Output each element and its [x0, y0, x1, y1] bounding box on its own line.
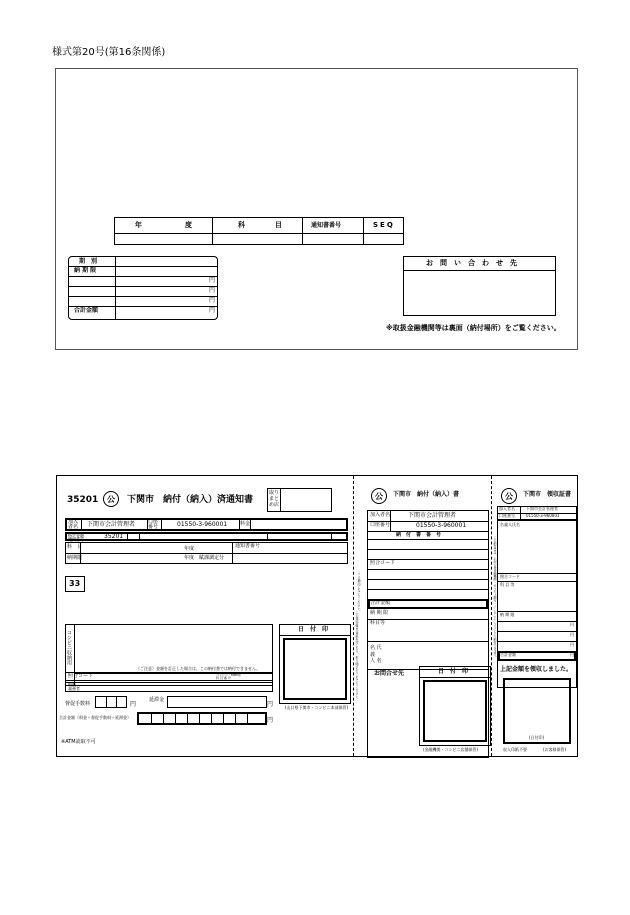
payment-slip — [56, 475, 578, 757]
header-nendo-2: 度 — [185, 221, 192, 229]
institution-code: 35201 — [104, 533, 124, 540]
public-mark-icon-3: 公 — [501, 488, 517, 504]
r-name-label: 名 氏 義 人 名 — [370, 645, 382, 664]
date-stamp-3-label: (日付印) — [529, 735, 545, 740]
yen-4: 円 — [209, 307, 216, 314]
total-yen: 円 — [267, 717, 274, 724]
ref-code-row — [65, 672, 273, 681]
date-stamp-1-note: (山口県下関市・コンビニ本部保管) — [285, 705, 349, 710]
vertical-note-2: この領収証書の用紙を汚したり、折り曲げたりしないでください。 — [355, 611, 359, 701]
r2-account: 01550-3-960001 — [526, 513, 560, 518]
total-label: 合計金額 — [74, 307, 99, 314]
conv-small: コンビニ・MPN用 科 目 番 号 — [216, 673, 241, 680]
r2-note-2: (お客様保管) — [543, 747, 567, 752]
convenience-label: コンビニ収納用 — [66, 630, 72, 665]
form-title: 様式第20号(第16条関係) — [52, 47, 166, 58]
vertical-note-3: この納付書は、上記の各金融機関・ゆうちょ銀行・コンビニエンスストアで納付できます。 — [493, 536, 497, 659]
cut-label: 取り まと め店 — [269, 490, 280, 508]
ref-code-label: 照合コード — [68, 673, 94, 679]
r-subscriber: 下関市会計管理者 — [408, 512, 457, 519]
fee-label: 料金 — [240, 521, 251, 527]
cut-box — [267, 488, 332, 512]
header-seq: SEQ — [373, 221, 395, 229]
contact-label: お 問 い 合 わ せ 先 — [426, 259, 517, 267]
envelope-window — [55, 68, 578, 350]
header-kamoku-2: 目 — [275, 221, 282, 229]
atm-note: ※ATM読取不可 — [61, 739, 96, 745]
r2-kamoku-label: 科 目 等 — [500, 582, 515, 587]
kamoku-label: 科 目 — [67, 544, 83, 550]
period-label: 期 別 — [79, 258, 98, 265]
envelope-note: ※取扱金融機関等は裏面（納付場所）をご覧ください。 — [386, 324, 561, 332]
subscriber-name: 下関市会計管理者 — [87, 521, 136, 528]
header-kamoku-1: 科 — [238, 221, 245, 229]
slip-code: 35201 — [67, 495, 99, 505]
nendo-kazei: 年度 賦課調定分 — [184, 555, 225, 561]
caution-text: （ご注意）金額を訂正した場合は、この納付書では納付できません。 — [136, 666, 261, 671]
r-account-label: 口座番号 — [370, 522, 391, 528]
institution-label: 指定金融 機関番号 — [68, 533, 84, 542]
receipt-title: 下関市 納付（納入）書 — [393, 491, 460, 498]
r2-deadline-label: 納 期 限 — [500, 612, 515, 617]
slip-title: 下関市 納付（納入）済通知書 — [127, 495, 254, 505]
yen-1: 円 — [209, 277, 216, 284]
date-stamp-2-label: 日 付 印 — [438, 668, 469, 675]
r2-total-yen: 円 — [570, 652, 574, 657]
delay-label: 延滞金 — [149, 697, 165, 703]
yen-2: 円 — [209, 287, 216, 294]
r2-yen-1: 円 — [570, 622, 574, 627]
r2-yen-2: 円 — [570, 632, 574, 637]
amount-table — [68, 256, 218, 320]
yen-3: 円 — [209, 297, 216, 304]
r-ref-label: 照合コード — [370, 560, 396, 566]
r-kamoku-label: 科目等 — [370, 620, 386, 626]
r-contact-label: お問合せ先 — [374, 670, 405, 677]
r2-subscriber: 下関市会計管理者 — [526, 506, 558, 511]
date-stamp-2 — [419, 666, 491, 746]
slip-total-label: 合計金額（料金＋督促手数料＋延滞金） — [59, 715, 131, 720]
account-label: 口座 番号 — [148, 519, 159, 530]
kamoku-block — [65, 542, 348, 564]
r2-yen-3: 円 — [570, 642, 574, 647]
vertical-note-1: ここは押印しないでください。 — [357, 571, 361, 613]
receipt2-title: 下関市 領収証書 — [523, 491, 572, 498]
r-deadline-label: 納 期 限 — [370, 610, 389, 616]
r-notice-label: 納 付 書 番 号 — [396, 532, 442, 538]
r-subscriber-label: 加入者名 — [370, 512, 391, 518]
date-stamp-1 — [279, 624, 351, 704]
r2-total-label: 合計金額 — [500, 652, 516, 657]
header-notice-no: 通知書番号 — [311, 222, 342, 229]
public-mark-icon: 公 — [103, 491, 119, 507]
taxpayer-row — [65, 682, 273, 692]
notice-no-label: 通知書番号 — [235, 543, 261, 549]
header-table — [114, 217, 404, 245]
header-nendo-1: 年 — [135, 221, 142, 229]
r2-note-1: 収入印紙不要 — [503, 747, 527, 752]
account-number: 01550-3-960001 — [177, 521, 228, 528]
r2-received: 上記金額を領収しました。 — [500, 666, 573, 673]
date-stamp-1-label: 日 付 印 — [298, 626, 329, 633]
arrears-label: 督促手数料 — [65, 701, 91, 707]
r2-ref-label: 照合コード — [500, 574, 520, 579]
taxpayer-label: 納税 義務者 — [68, 682, 80, 691]
r2-account-label: 口座番号 — [499, 513, 515, 518]
arrears-yen: 円 — [130, 701, 137, 708]
r2-name-label: 名義人氏名 — [500, 522, 520, 527]
deadline-label: 納期限 — [67, 555, 83, 561]
contact-box — [403, 256, 556, 316]
public-mark-icon-2: 公 — [371, 488, 387, 504]
delay-yen: 円 — [267, 701, 274, 708]
box-number: 33 — [65, 576, 85, 592]
deadline-label: 納 期 限 — [74, 267, 97, 274]
nendo: 年度 — [184, 546, 195, 552]
date-stamp-2-note: (金融機関・コンビニ店舗保管) — [423, 747, 479, 752]
subscriber-label: 加入 者名 — [68, 519, 79, 530]
subscriber-row — [65, 518, 348, 531]
date-stamp-3 — [503, 678, 571, 744]
r-total-label: 合計金額 — [370, 600, 391, 606]
slip-total-box — [137, 712, 267, 725]
r2-subscriber-label: 加入者名 — [499, 506, 515, 511]
receipt2-column — [497, 520, 577, 688]
r-account: 01550-3-960001 — [416, 522, 467, 529]
